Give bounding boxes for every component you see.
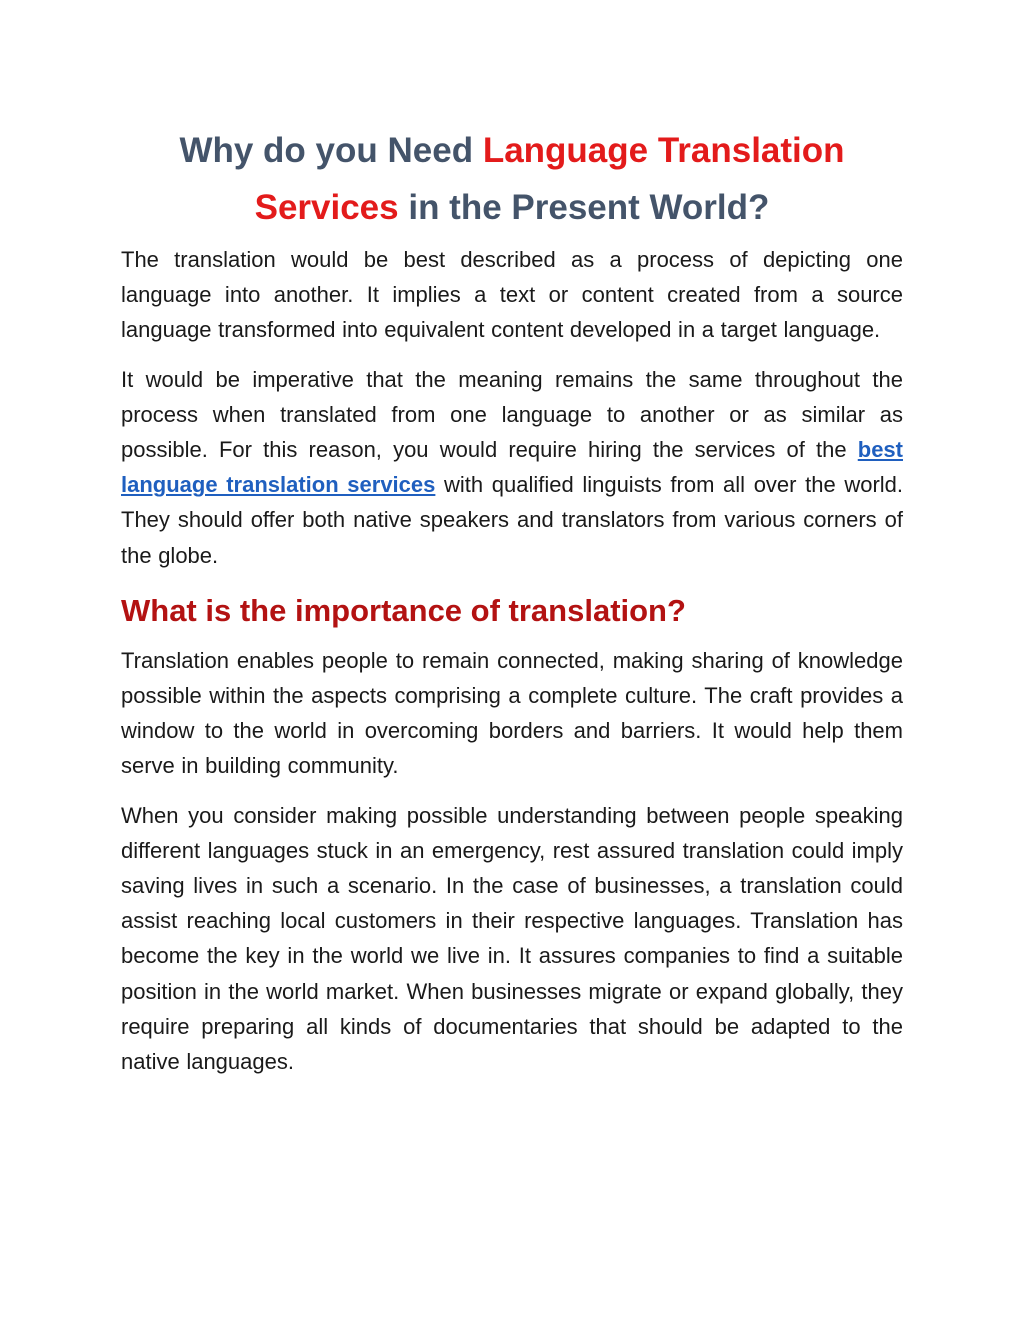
page-title: [121, 122, 903, 236]
services-paragraph-text-after: with qualified linguists from all over the world. They should offer both native speakers and translators from various corners of the globe.: [121, 472, 904, 568]
title-part-2: in the Present World?: [398, 188, 770, 227]
emergency-business-paragraph: When you consider making possible understanding between people speaking different languages stuck in an emergency, rest assured translation could imply saving lives in such a scenario. In the case of businesses, a translation could assist reaching local customers in their respective languages. Translation has become the key in the world we live in. It assures companies to find a suitable position in the world market. When businesses migrate or expand globally, they require preparing all kinds of documentaries that should be adapted to the native languages.: [121, 802, 903, 1075]
title-accent-1: Language Translation: [482, 131, 845, 170]
section-heading: What is the importance of translation?: [121, 592, 686, 628]
translation-services-link[interactable]: best language translation services: [121, 437, 903, 498]
importance-paragraph: Translation enables people to remain connected, making sharing of knowledge possible within the aspects comprising a complete culture. The craft provides a window to the world in overcoming borders and barriers. It would help them serve in building community.: [121, 647, 903, 779]
services-paragraph-text-before: It would be imperative that the meaning remains the same throughout the process when translated from one language to another or as similar as possible. For this reason, you would require hiring the services of the: [121, 366, 903, 463]
title-part-1: Why do you Need: [179, 131, 483, 170]
title-accent-2: Services: [254, 188, 399, 227]
services-paragraph: [121, 362, 903, 573]
intro-paragraph: The translation would be best described as a process of depicting one language into another. It implies a text or content created from a source language transformed into equivalent content developed in a target language.: [121, 247, 903, 343]
document-page: [121, 122, 903, 1093]
